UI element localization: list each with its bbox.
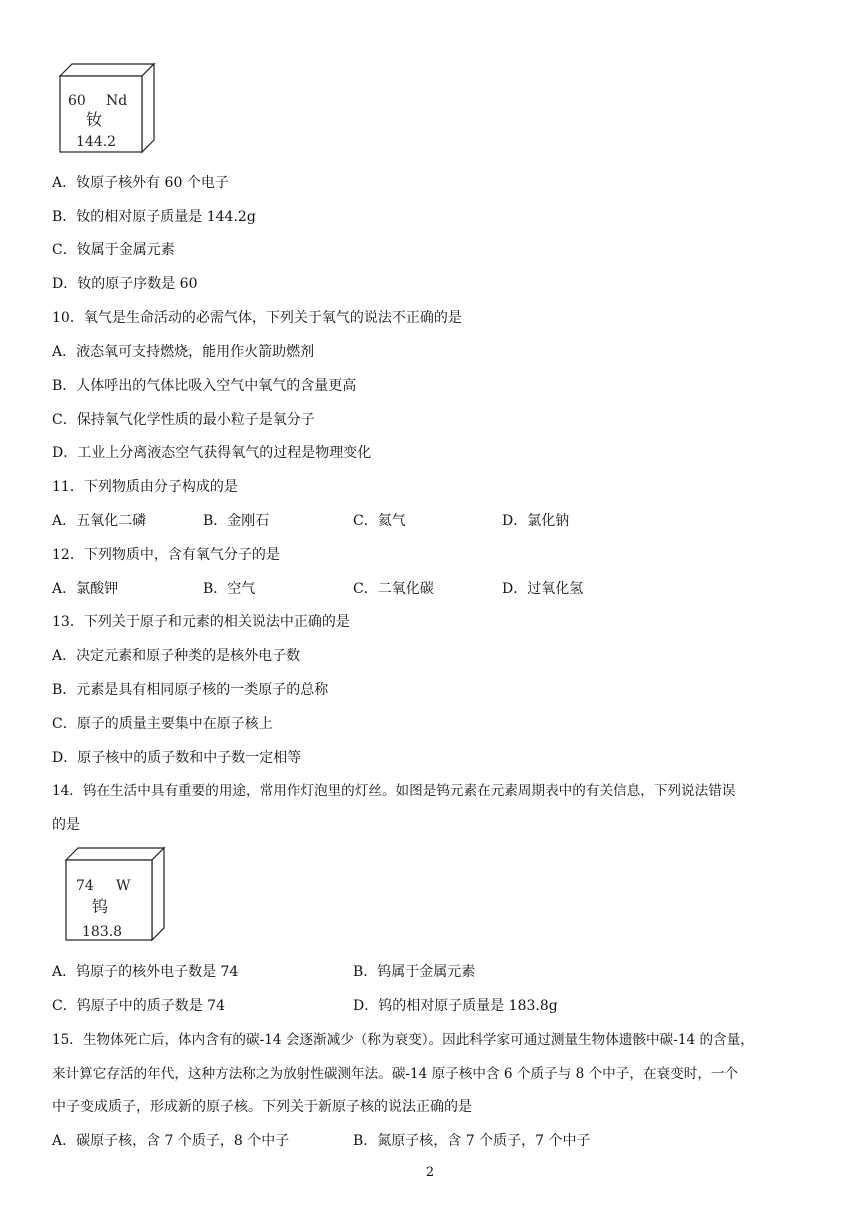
q11-option-a: A．五氧化二磷 (52, 513, 147, 529)
q10-option-b: B．人体呼出的气体比吸入空气中氧气的含量更高 (52, 378, 357, 394)
q10-option-d: D．工业上分离液态空气获得氧气的过程是物理变化 (52, 445, 372, 461)
q12-option-a: A．氯酸钾 (52, 581, 119, 597)
element-card-neodymium (58, 62, 158, 154)
q13-option-a: A．决定元素和原子种类的是核外电子数 (52, 648, 301, 664)
q11-option-b: B．金刚石 (203, 513, 270, 529)
element-name: 钨 (92, 897, 109, 916)
q14-stem-line2: 的是 (52, 817, 80, 833)
q12-option-b: B．空气 (203, 581, 256, 597)
q12-option-d: D．过氧化氢 (502, 581, 584, 597)
q15-stem-line1: 15．生物体死亡后，体内含有的碳-14 会逐渐减少（称为衰变）。因此科学家可通过测量生物体遗骸中碳-14 的含量， (52, 1032, 754, 1048)
element-card-tungsten (64, 846, 168, 942)
element-mass: 183.8 (82, 924, 123, 940)
q11-stem: 11．下列物质由分子构成的是 (52, 479, 238, 495)
element-mass: 144.2 (76, 134, 117, 150)
q14-option-b: B．钨属于金属元素 (353, 964, 476, 980)
q10-option-c: C．保持氧气化学性质的最小粒子是氧分子 (52, 412, 315, 428)
q15-option-b: B．氮原子核，含 7 个质子，7 个中子 (353, 1133, 591, 1149)
q9-option-b: B．钕的相对原子质量是 144.2g (52, 209, 256, 225)
q13-option-b: B．元素是具有相同原子核的一类原子的总称 (52, 682, 329, 698)
element-name: 钕 (86, 110, 103, 129)
element-symbol: Nd (106, 93, 128, 109)
q11-option-c: C．氦气 (353, 513, 406, 529)
element-symbol: W (116, 878, 131, 894)
page-number: 2 (425, 1165, 435, 1180)
q13-stem: 13．下列关于原子和元素的相关说法中正确的是 (52, 614, 350, 630)
q15-stem-line2: 来计算它存活的年代，这种方法称之为放射性碳测年法。碳-14 原子核中含 6 个质子与 8 个中子，在衰变时，一个 (52, 1066, 739, 1082)
q14-option-c: C．钨原子中的质子数是 74 (52, 998, 225, 1014)
q10-option-a: A．液态氧可支持燃烧，能用作火箭助燃剂 (52, 344, 315, 360)
q12-option-c: C．二氧化碳 (353, 581, 434, 597)
q12-stem: 12．下列物质中，含有氧气分子的是 (52, 547, 280, 563)
q13-option-d: D．原子核中的质子数和中子数一定相等 (52, 750, 302, 766)
q10-stem: 10．氧气是生命活动的必需气体，下列关于氧气的说法不正确的是 (52, 310, 462, 326)
q14-option-a: A．钨原子的核外电子数是 74 (52, 964, 239, 980)
q9-option-a: A．钕原子核外有 60 个电子 (52, 175, 229, 191)
element-number: 60 (68, 93, 86, 109)
q15-stem-line3: 中子变成质子，形成新的原子核。下列关于新原子核的说法正确的是 (52, 1099, 472, 1115)
q9-option-d: D．钕的原子序数是 60 (52, 276, 198, 292)
q14-stem-line1: 14．钨在生活中具有重要的用途，常用作灯泡里的灯丝。如图是钨元素在元素周期表中的有关信息，下列说法错误 (52, 783, 736, 799)
q11-option-d: D．氯化钠 (502, 513, 570, 529)
q9-option-c: C．钕属于金属元素 (52, 242, 175, 258)
element-number: 74 (76, 878, 94, 894)
q13-option-c: C．原子的质量主要集中在原子核上 (52, 716, 273, 732)
q15-option-a: A．碳原子核，含 7 个质子，8 个中子 (52, 1133, 290, 1149)
q14-option-d: D．钨的相对原子质量是 183.8g (353, 998, 558, 1014)
